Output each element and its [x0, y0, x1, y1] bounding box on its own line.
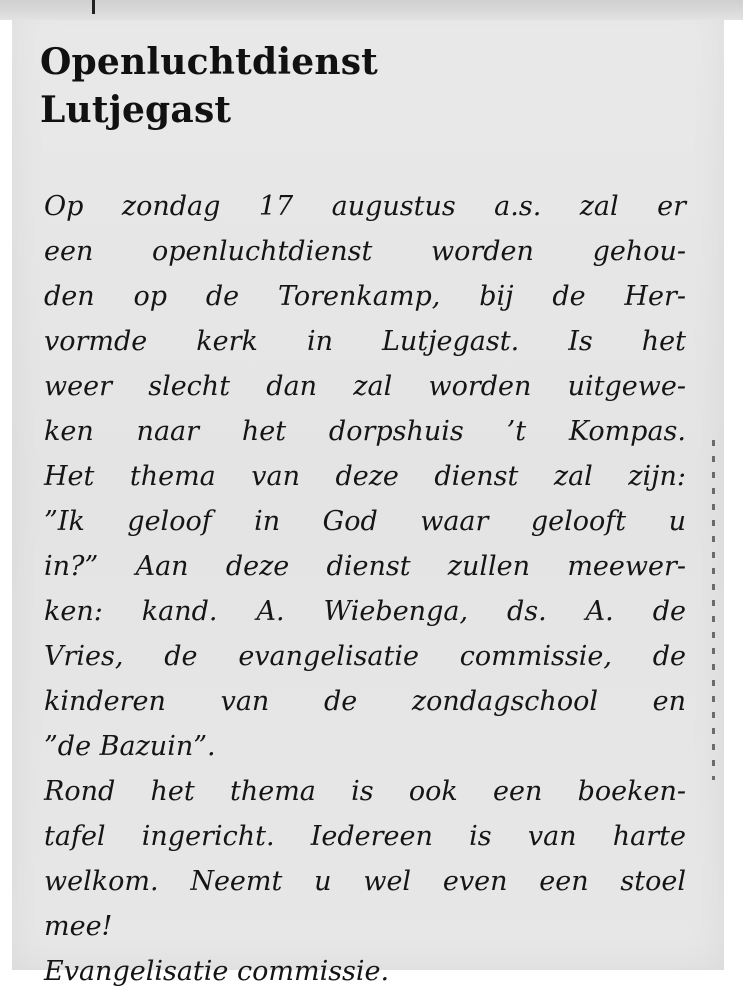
- body-line: Rond het thema is ook een boeken-: [44, 776, 686, 807]
- body-line: Het thema van deze dienst zal zijn:: [44, 461, 686, 492]
- top-edge-strip: [0, 0, 743, 20]
- article-signature: Evangelisatie commissie.: [44, 956, 390, 987]
- body-line: tafel ingericht. Iedereen is van harte: [44, 821, 686, 852]
- right-margin: [724, 20, 743, 970]
- body-line: den op de Torenkamp, bij de Her-: [44, 281, 686, 312]
- body-line: ken naar het dorpshuis ’t Kompas.: [44, 416, 686, 447]
- body-line: weer slecht dan zal worden uitgewe-: [44, 371, 686, 402]
- body-line: kinderen van de zondagschool en: [44, 686, 686, 717]
- body-line: ken: kand. A. Wiebenga, ds. A. de: [44, 596, 686, 627]
- article-headline: [40, 38, 378, 134]
- body-line: Op zondag 17 augustus a.s. zal er: [44, 191, 686, 222]
- body-line: Vries, de evangelisatie commissie, de: [44, 641, 686, 672]
- body-line: ”de Bazuin”.: [44, 731, 216, 762]
- headline-line-2: Lutjegast: [40, 89, 232, 131]
- body-line: vormde kerk in Lutjegast. Is het: [44, 326, 686, 357]
- body-line: welkom. Neemt u wel even een stoel: [44, 866, 686, 897]
- perforated-edge: [712, 440, 715, 780]
- body-line: mee!: [44, 911, 113, 942]
- body-line: ”Ik geloof in God waar gelooft u: [44, 506, 686, 537]
- headline-line-1: Openluchtdienst: [40, 41, 379, 83]
- top-edge-mark: [92, 0, 95, 14]
- body-line: in?” Aan deze dienst zullen meewer-: [44, 551, 686, 582]
- body-line: een openluchtdienst worden gehou-: [44, 236, 686, 267]
- article-body: [44, 184, 686, 994]
